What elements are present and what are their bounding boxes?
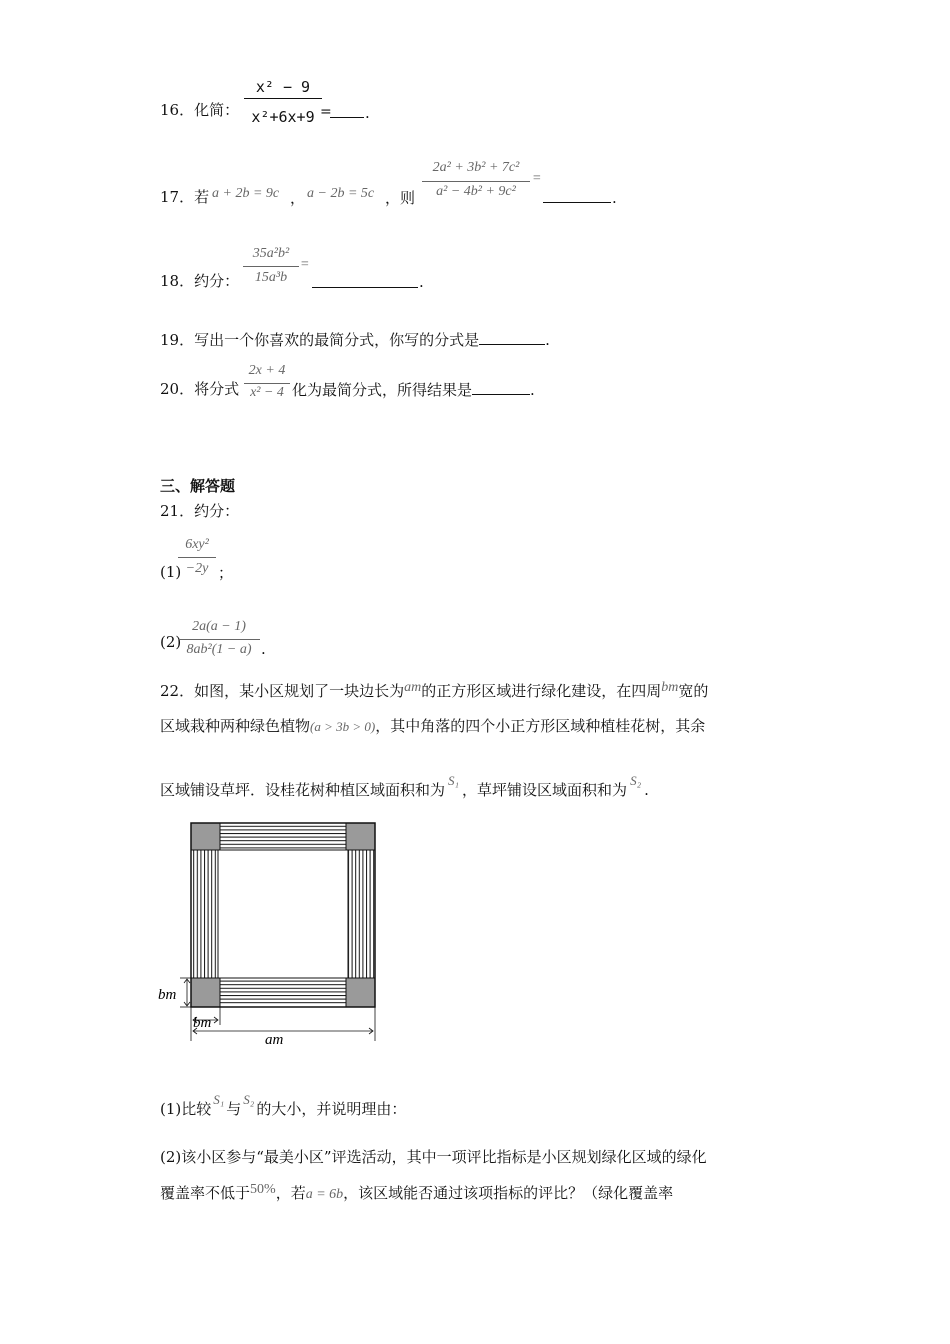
q17-condition-2: a − 2b = 5c — [307, 186, 375, 201]
q21-p2-fraction-bar — [178, 639, 260, 640]
q22-part2-line2 — [160, 1183, 673, 1205]
corner-tree-top-right — [346, 823, 375, 850]
q19-text — [160, 330, 550, 350]
q20-prefix: 20．将分式 — [160, 380, 240, 398]
q16-label: 16．化简： — [160, 101, 240, 119]
q20-end: . — [530, 381, 535, 399]
q21-p1-fraction-bar — [178, 557, 216, 558]
q20-denominator: x² − 4 — [250, 385, 284, 400]
q22-line1-c: 宽的 — [678, 682, 709, 700]
q22-condition: (a > 3b > 0) — [310, 719, 376, 734]
q22-line-1 — [160, 681, 708, 703]
q17-numerator: 2a² + 3b² + 7c² — [432, 160, 520, 175]
q22-line3-a: 区域铺设草坪．设桂花树种植区域面积和为 — [160, 781, 446, 799]
q22-p2-condition: a = 6b — [305, 1187, 344, 1202]
q17-denominator: a² − 4b² + 9c² — [436, 184, 516, 199]
q22-b-m: bm — [661, 680, 679, 695]
q21-p1-end: ； — [218, 564, 234, 582]
q21-p2-end: . — [261, 640, 266, 658]
q16-denominator: x²+6x+9 — [251, 108, 315, 126]
corner-tree-bottom-left — [191, 978, 220, 1007]
q18-label: 18．约分： — [160, 272, 240, 290]
q19-question: 19．写出一个你喜欢的最简分式，你写的分式是 — [160, 331, 480, 349]
q22-part2-line1: (2)该小区参与“最美小区”评选活动，其中一项评比指标是小区规划绿化区域的绿化 — [160, 1148, 707, 1166]
q18-fraction-bar — [243, 266, 299, 267]
q18-answer-blank[interactable] — [312, 273, 418, 288]
section-title: 三、解答题 — [160, 477, 236, 495]
b-dimension-label-left: bm — [158, 987, 177, 1003]
q22-p1-c: 的大小，并说明理由： — [256, 1100, 407, 1118]
a-dimension-label: am — [265, 1032, 284, 1048]
q22-line1-a: 22．如图，某小区规划了一块边长为 — [160, 682, 405, 700]
corner-tree-top-left — [191, 823, 220, 850]
q22-line-2 — [160, 716, 705, 737]
q22-line3-b: ，草坪铺设区域面积和为 — [462, 781, 628, 799]
q22-figure — [150, 815, 390, 1050]
q17-prefix: 17．若 — [160, 188, 210, 206]
q21-label: 21．约分： — [160, 502, 240, 520]
q21-p2-tag: (2) — [160, 633, 182, 651]
q17-equals: = — [532, 171, 542, 186]
q21-p1-denominator: −2y — [185, 561, 209, 576]
q18-equals: = — [300, 257, 310, 272]
q19-answer-blank[interactable] — [479, 330, 545, 345]
q17-condition-1: a + 2b = 9c — [212, 186, 280, 201]
q16-end: . — [365, 104, 370, 122]
q17-end: . — [612, 189, 617, 207]
q21-p2-denominator: 8ab²(1 − a) — [186, 642, 252, 657]
bottom-lawn-strip — [220, 978, 348, 1005]
q22-p1-s2: S₂ — [243, 1092, 255, 1107]
q18-end: . — [419, 273, 424, 291]
q22-part1 — [160, 1092, 407, 1120]
q22-p2-line2a: 覆盖率不低于 — [160, 1184, 251, 1202]
inner-square — [218, 850, 348, 978]
q22-p1-a: (1)比较 — [160, 1100, 212, 1118]
corner-tree-bottom-right — [346, 978, 375, 1007]
q22-line-3 — [160, 773, 649, 801]
q22-p2-percent: 50% — [250, 1182, 276, 1197]
q20-suffix-text: 化为最简分式，所得结果是 — [292, 381, 473, 399]
q22-p1-b: 与 — [226, 1100, 242, 1118]
q16-numerator: x² − 9 — [255, 78, 311, 96]
q22-line3-c: . — [644, 781, 649, 799]
q22-a-m: am — [404, 680, 422, 695]
q22-line2-b: ，其中角落的四个小正方形区域种植桂花树，其余 — [375, 717, 706, 735]
q16-equals: = — [320, 104, 332, 120]
q20-suffix — [292, 379, 535, 400]
q20-answer-blank[interactable] — [472, 380, 530, 395]
q19-end: . — [545, 331, 550, 349]
q21-p1-numerator: 6xy² — [185, 537, 209, 552]
q22-p2-line2b: ，若 — [275, 1184, 306, 1202]
b-dimension-label-bottom: bm — [193, 1015, 212, 1031]
right-lawn-strip — [348, 850, 375, 978]
q17-then: ，则 — [385, 189, 416, 207]
q18-denominator: 15a³b — [254, 270, 288, 285]
q16-fraction-bar — [244, 98, 322, 99]
q22-p1-s1: S₁ — [213, 1092, 225, 1107]
q17-fraction-bar — [422, 181, 530, 182]
q21-p2-numerator: 2a(a − 1) — [192, 619, 246, 634]
q17-comma: ， — [290, 189, 306, 207]
top-lawn-strip — [220, 823, 348, 850]
q17-answer-blank[interactable] — [543, 188, 611, 203]
q22-s2: S₂ — [630, 773, 642, 788]
q22-s1: S₁ — [448, 773, 460, 788]
left-lawn-strip — [191, 850, 218, 978]
q20-fraction-bar — [244, 383, 290, 384]
q16-answer-blank[interactable] — [330, 103, 364, 118]
q20-numerator: 2x + 4 — [248, 363, 286, 378]
q22-line2-a: 区域栽种两种绿色植物 — [160, 717, 311, 735]
q22-line1-b: 的正方形区域进行绿化建设，在四周 — [421, 682, 662, 700]
q18-numerator: 35a²b² — [252, 246, 290, 261]
q22-p2-line2c: ，该区域能否通过该项指标的评比？（绿化覆盖率 — [343, 1184, 674, 1202]
q21-p1-tag: (1) — [160, 563, 182, 581]
